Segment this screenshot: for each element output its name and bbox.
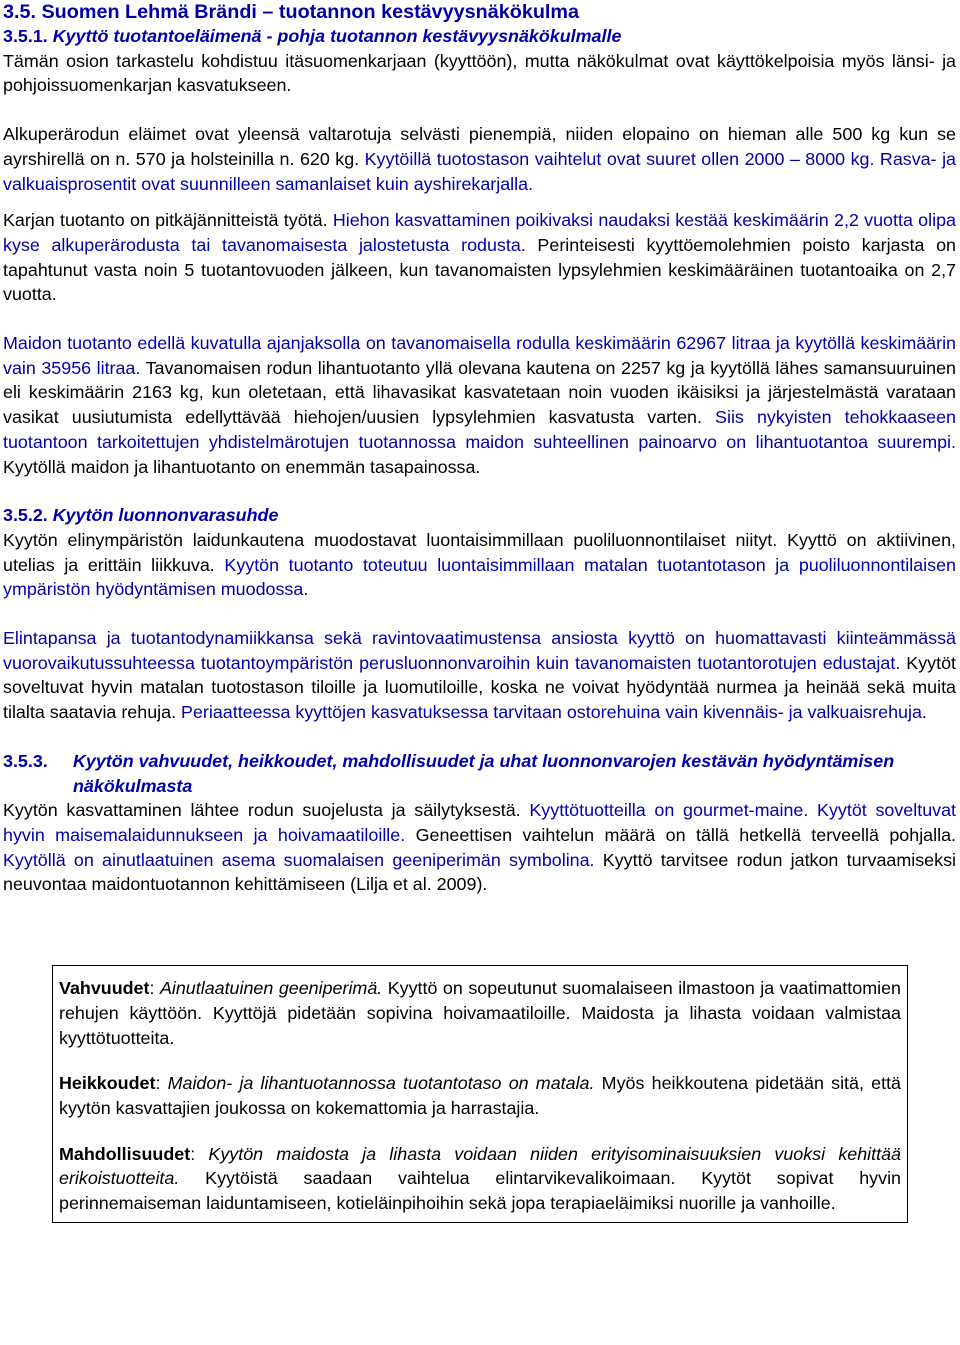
section-1-number: 3.5.1.: [3, 26, 48, 46]
strengths-text: Kyyttö on sopeutunut suomalaiseen ilmastoon ja vaatimattomien rehujen käyttöön. Kyyttöjä pidetään sopivina hoivamaatiloille. Maidosta ja lihasta voidaan valmistaa kyyttötuotteita.: [59, 978, 901, 1048]
section-3-p1-text-b: Geneettisen vaihtelun määrä on tällä hetkellä terveellä pohjalla.: [405, 824, 956, 845]
section-2-heading: [3, 503, 956, 528]
swot-box: [52, 965, 908, 1223]
section-2-p1-text: Kyytön elinympäristön laidunkautena muodostavat luontaisimmillaan puoliluonnontilaiset niityt. Kyyttö on aktiivinen, utelias ja erittäin liikkuva.: [3, 529, 956, 575]
section-2-p2-highlight-2: Periaatteessa kyyttöjen kasvatuksessa tarvitaan ostorehuina vain kivennäis- ja valkuaisrehuja.: [176, 702, 927, 723]
section-1-p3-highlight: Hiehon kasvattaminen poikivaksi naudaksi kestää keskimäärin 2,2 vuotta olipa kyse alkuperärodusta tai tavanomaisesta jalostetusta rodusta.: [3, 210, 956, 255]
section-1-p3-tail: Perinteisesti kyyttöemolehmien poisto karjasta on tapahtunut vasta noin 5 tuotantovuoden jälkeen, kun tavanomaisten lypsylehmien keskimääräinen tuotantoaika on 2,7 vuotta.: [3, 234, 956, 305]
section-1-p2-text: Alkuperärodun eläimet ovat yleensä valtarotuja selvästi pienempiä, niiden elopaino on hieman alle 500 kg kun se ayrshirellä on n. 570 ja holsteinilla n. 620 kg.: [3, 124, 956, 169]
section-2-paragraph-2: [3, 626, 956, 725]
section-3-title: Kyytön vahvuudet, heikkoudet, mahdollisuudet ja uhat luonnonvarojen kestävän hyödyntämisen näkökulmasta: [73, 750, 895, 796]
section-2-p2-highlight: Elintapansa ja tuotantodynamiikkansa sekä ravintovaatimustensa ansiosta kyyttö on huomattavasti kiinteämmässä vuorovaikutussuhteessa tuotantoympäristön perusluonnonvaroihin kuin tavanomaisten tuotantorotujen edustajat.: [3, 628, 956, 673]
section-3-p1-text: Kyytön kasvattaminen lähtee rodun suojelusta ja säilytyksestä.: [3, 800, 521, 821]
main-heading: 3.5. Suomen Lehmä Brändi – tuotannon kestävyysnäkökulma: [3, 1, 580, 23]
swot-opportunities: Mahdollisuudet: Kyytön maidosta ja lihasta voidaan niiden erityisominaisuuksien vuoksi kehittää erikoistuotteita. Kyytöistä saadaan vaihtelua elintarvikevalikoimaan. Kyytöt sopivat hyvin perinnemaiseman laiduntamiseen, kotieläinpihoihin sekä jopa terapiaeläimiksi nuorille ja vanhoille.: [59, 1143, 901, 1214]
section-2-p1-highlight: Kyytön tuotanto toteutuu luontaisimmillaan matalan tuotantotason ja puoliluonnontilaisen ympäristön hyödyntämisen muodossa.: [3, 554, 956, 600]
strengths-label: Vahvuudet: [59, 978, 150, 999]
section-3-p1-tail: Kyyttö tarvitsee rodun jatkon turvaamiseksi neuvontaa maidontuotannon kehittämiseen (Lilja et al. 2009).: [3, 849, 956, 895]
section-3-paragraph-1: [3, 798, 956, 897]
strengths-italic: Ainutlaatuinen geeniperimä.: [159, 978, 383, 999]
opportunities-text: Kyytöistä saadaan vaihtelua elintarvikevalikoimaan. Kyytöt sopivat hyvin perinnemaiseman laiduntamiseen, kotieläinpihoihin sekä jopa terapiaeläimiksi nuorille ja vanhoille.: [59, 1168, 901, 1214]
section-1-p2-highlight: Kyytöillä tuotostason vaihtelut ovat suuret ollen 2000 – 8000 kg. Rasva- ja valkuaisprosentit ovat suunnilleen samanlaiset kuin ayshirekarjalla.: [3, 148, 956, 194]
swot-weaknesses: Heikkoudet: Maidon- ja lihantuotannossa tuotantotaso on matala. Myös heikkoutena pidetään sitä, että kyytön kasvattajien joukossa on kokemattomia ja harrastajia.: [59, 1073, 901, 1118]
section-1-p4-text: Tavanomaisen rodun lihantuotanto yllä olevana kautena on 2257 kg ja kyytöllä lähes samansuuruinen eli keskimäärin 2163 kg, kun oletetaan, että lihavasikat kasvatetaan noin vuoden ikäisiksi ja järjestelmästä varataan vasikat uusiutumista edellyttävää hiehojen/uusien lypsylehmien kasvatusta varten.: [3, 357, 956, 428]
section-1-paragraph-3: [3, 208, 956, 307]
weaknesses-text: Myös heikkoutena pidetään sitä, että kyytön kasvattajien joukossa on kokemattomia ja harrastajia.: [59, 1073, 901, 1118]
section-1-paragraph-2: [3, 122, 956, 196]
section-1-p4-tail: Kyytöllä maidon ja lihantuotanto on enemmän tasapainossa.: [3, 456, 481, 477]
section-2-paragraph-1: [3, 528, 956, 602]
section-3-p1-highlight: Kyyttötuotteilla on gourmet-maine. Kyytöt soveltuvat hyvin maisemalaidunnukseen ja hoivamaatiloille.: [3, 800, 957, 845]
swot-strengths: Vahvuudet: Ainutlaatuinen geeniperimä. Kyyttö on sopeutunut suomalaiseen ilmastoon ja vaatimattomien rehujen käyttöön. Kyyttöjä pidetään sopivina hoivamaatiloille. Maidosta ja lihasta voidaan valmistaa kyyttötuotteita.: [59, 978, 901, 1048]
section-3-p1-highlight-2: Kyytöllä on ainutlaatuinen asema suomalaisen geeniperimän symbolina.: [3, 849, 595, 870]
weaknesses-label: Heikkoudet: [59, 1073, 156, 1094]
section-1-p4-highlight-2: Siis nykyisten tehokkaaseen tuotantoon tarkoitettujen yhdistelmärotujen tuotannossa maidon suhteellinen painoarvo on lihantuotantoa suurempi.: [3, 407, 956, 452]
section-3-number: 3.5.3.: [3, 750, 48, 771]
section-2-p2-text: Kyytöt soveltuvat hyvin matalan tuotostason tiloille ja luomutiloille, koska ne voivat hyödyntää nurmea ja heinää sekä muita tilalta saatavia rehuja.: [3, 652, 957, 723]
opportunities-label: Mahdollisuudet: [59, 1143, 191, 1164]
section-1-p4-highlight: Maidon tuotanto edellä kuvatulla ajanjaksolla on tavanomaisella rodulla keskimäärin 62967 litraa ja kyytöllä keskimäärin vain 35956 litraa.: [3, 333, 956, 378]
weaknesses-italic: Maidon- ja lihantuotannossa tuotantotaso on matala.: [167, 1073, 595, 1094]
section-3-heading: [3, 749, 956, 798]
section-2-number: 3.5.2.: [3, 505, 48, 526]
section-1-heading: [3, 24, 956, 49]
opportunities-italic: Kyytön maidosta ja lihasta voidaan niiden erityisominaisuuksien vuoksi kehittää erikoistuotteita.: [59, 1143, 901, 1189]
section-1-title: Kyyttö tuotantoeläimenä - pohja tuotannon kestävyysnäkökulmalle: [52, 26, 622, 46]
section-1-paragraph-1: Tämän osion tarkastelu kohdistuu itäsuomenkarjaan (kyyttöön), mutta näkökulmat ovat käyttökelpoisia myös länsi- ja pohjoissuomenkarjan kasvatukseen.: [3, 50, 956, 96]
section-2-title: Kyytön luonnonvarasuhde: [52, 505, 279, 526]
section-1-paragraph-4: [3, 331, 956, 479]
section-1-p3-text: Karjan tuotanto on pitkäjännitteistä työtä.: [3, 210, 328, 231]
